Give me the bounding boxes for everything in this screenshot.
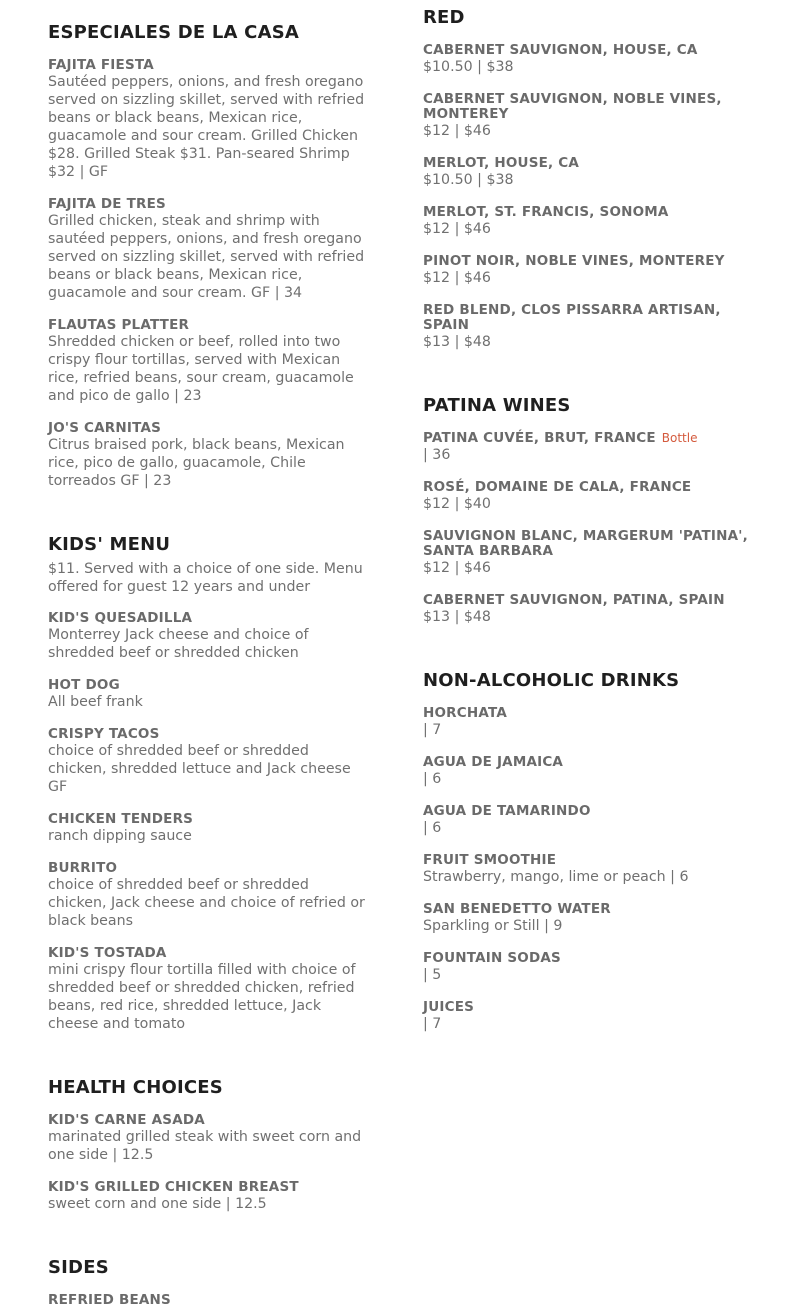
menu-item <box>48 861 366 930</box>
menu-item <box>423 205 753 238</box>
item-name: FAJITA FIESTA <box>48 57 154 73</box>
item-price: | 7 <box>423 722 442 738</box>
item-price: $12 | $46 <box>423 123 491 139</box>
section-title-red: RED <box>423 7 465 28</box>
menu-item <box>423 951 753 984</box>
item-price: | 7 <box>423 1016 442 1032</box>
item-price: | 6 <box>423 771 442 787</box>
menu-item <box>48 1293 366 1308</box>
item-desc: Citrus braised pork, black beans, Mexican rice, pico de gallo, guacamole, Chile torreados GF | 23 <box>48 437 345 489</box>
item-price: | 6 <box>423 820 442 836</box>
item-name: MERLOT, HOUSE, CA <box>423 155 580 171</box>
menu-item <box>423 804 753 837</box>
item-name: SAN BENEDETTO WATER <box>423 901 611 917</box>
item-desc: sweet corn and one side | 12.5 <box>48 1196 267 1212</box>
item-name: FLAUTAS PLATTER <box>48 317 190 333</box>
menu-item <box>48 421 366 490</box>
item-desc: Grilled chicken, steak and shrimp with sautéed peppers, onions, and fresh oregano served on sizzling skillet, served with refried beans or black beans, Mexican rice, guacamole and sour cream. GF | 34 <box>48 213 365 301</box>
item-price: $10.50 | $38 <box>423 59 514 75</box>
item-name: PINOT NOIR, NOBLE VINES, MONTEREY <box>423 253 725 269</box>
item-desc: mini crispy flour tortilla filled with choice of shredded beef or shredded chicken, refried beans, red rice, shredded lettuce, Jack cheese and tomato <box>48 962 356 1032</box>
item-desc: marinated grilled steak with sweet corn and one side | 12.5 <box>48 1129 362 1163</box>
section-title-especiales: ESPECIALES DE LA CASA <box>48 22 299 43</box>
item-name-text: PATINA CUVÉE, BRUT, FRANCE <box>423 430 656 446</box>
menu-item <box>48 812 366 845</box>
bottle-badge: Bottle <box>661 431 698 445</box>
item-name: CHICKEN TENDERS <box>48 811 194 827</box>
item-name: FAJITA DE TRES <box>48 196 166 212</box>
item-desc: Shredded chicken or beef, rolled into two crispy flour tortillas, served with Mexican rice, refried beans, sour cream, guacamole and pico de gallo | 23 <box>48 334 354 404</box>
menu-item <box>423 706 753 739</box>
item-price: $13 | $48 <box>423 334 491 350</box>
menu-item <box>423 902 753 935</box>
item-name: JO'S CARNITAS <box>48 420 162 436</box>
item-name: FRUIT SMOOTHIE <box>423 852 557 868</box>
menu-item <box>48 318 366 405</box>
menu-item <box>48 727 366 796</box>
item-name: CABERNET SAUVIGNON, PATINA, SPAIN <box>423 592 725 608</box>
menu-item <box>48 946 366 1033</box>
menu-item <box>423 593 753 626</box>
item-name: CRISPY TACOS <box>48 726 160 742</box>
item-name: HOT DOG <box>48 677 120 693</box>
item-desc: choice of shredded beef or shredded chicken, Jack cheese and choice of refried or black beans <box>48 877 365 929</box>
item-name: JUICES <box>423 999 475 1015</box>
menu-item <box>48 611 366 662</box>
item-name: REFRIED BEANS <box>48 1292 171 1308</box>
item-desc: Sautéed peppers, onions, and fresh oregano served on sizzling skillet, served with refried beans or black beans, Mexican rice, guacamole and sour cream. Grilled Chicken $28. Grilled Steak $31. Pan-seared Shrimp $32 | GF <box>48 74 365 180</box>
menu-item <box>423 92 753 140</box>
menu-item <box>423 755 753 788</box>
item-name: CABERNET SAUVIGNON, HOUSE, CA <box>423 42 698 58</box>
menu-item <box>48 1113 366 1164</box>
item-name: CABERNET SAUVIGNON, NOBLE VINES, MONTEREY <box>423 91 722 122</box>
item-name: KID'S GRILLED CHICKEN BREAST <box>48 1179 299 1195</box>
item-price: $12 | $46 <box>423 270 491 286</box>
kids-intro: $11. Served with a choice of one side. Menu offered for guest 12 years and under <box>48 561 363 595</box>
item-price: $12 | $46 <box>423 560 491 576</box>
menu-item <box>423 853 753 886</box>
section-title-health: HEALTH CHOICES <box>48 1077 223 1098</box>
item-name: ROSÉ, DOMAINE DE CALA, FRANCE <box>423 479 692 495</box>
menu-item <box>48 197 366 302</box>
item-desc: Monterrey Jack cheese and choice of shredded beef or shredded chicken <box>48 627 309 661</box>
item-name: KID'S TOSTADA <box>48 945 167 961</box>
item-price: $10.50 | $38 <box>423 172 514 188</box>
item-name <box>423 431 753 446</box>
item-name: FOUNTAIN SODAS <box>423 950 561 966</box>
menu-item <box>423 529 753 577</box>
item-name: AGUA DE TAMARINDO <box>423 803 591 819</box>
section-title-patina: PATINA WINES <box>423 395 571 416</box>
section-title-non-alcoholic: NON-ALCOHOLIC DRINKS <box>423 670 680 691</box>
menu-item <box>48 678 366 711</box>
item-price: Strawberry, mango, lime or peach | 6 <box>423 869 689 885</box>
item-name: BURRITO <box>48 860 118 876</box>
menu-item <box>423 254 753 287</box>
item-desc: All beef frank <box>48 694 143 710</box>
item-price: Sparkling or Still | 9 <box>423 918 563 934</box>
menu-item <box>423 43 753 76</box>
menu-item <box>423 156 753 189</box>
item-name: RED BLEND, CLOS PISSARRA ARTISAN, SPAIN <box>423 302 721 333</box>
menu-item <box>423 431 753 464</box>
item-price: | 5 <box>423 967 442 983</box>
menu-item <box>48 58 366 181</box>
item-desc: choice of shredded beef or shredded chicken, shredded lettuce and Jack cheese GF <box>48 743 351 795</box>
item-name: AGUA DE JAMAICA <box>423 754 564 770</box>
menu-item <box>423 480 753 513</box>
item-name: KID'S QUESADILLA <box>48 610 193 626</box>
item-name: KID'S CARNE ASADA <box>48 1112 205 1128</box>
item-name: MERLOT, ST. FRANCIS, SONOMA <box>423 204 669 220</box>
item-price: $12 | $46 <box>423 221 491 237</box>
item-desc: ranch dipping sauce <box>48 828 192 844</box>
item-price: | 36 <box>423 447 451 463</box>
menu-item <box>423 1000 753 1033</box>
item-price: $13 | $48 <box>423 609 491 625</box>
section-title-sides: SIDES <box>48 1257 109 1278</box>
item-name: HORCHATA <box>423 705 507 721</box>
item-name: SAUVIGNON BLANC, MARGERUM 'PATINA', SANTA BARBARA <box>423 528 748 559</box>
item-price: $12 | $40 <box>423 496 491 512</box>
menu-item <box>48 1180 366 1213</box>
menu-item <box>423 303 753 351</box>
section-title-kids: KIDS' MENU <box>48 534 171 555</box>
